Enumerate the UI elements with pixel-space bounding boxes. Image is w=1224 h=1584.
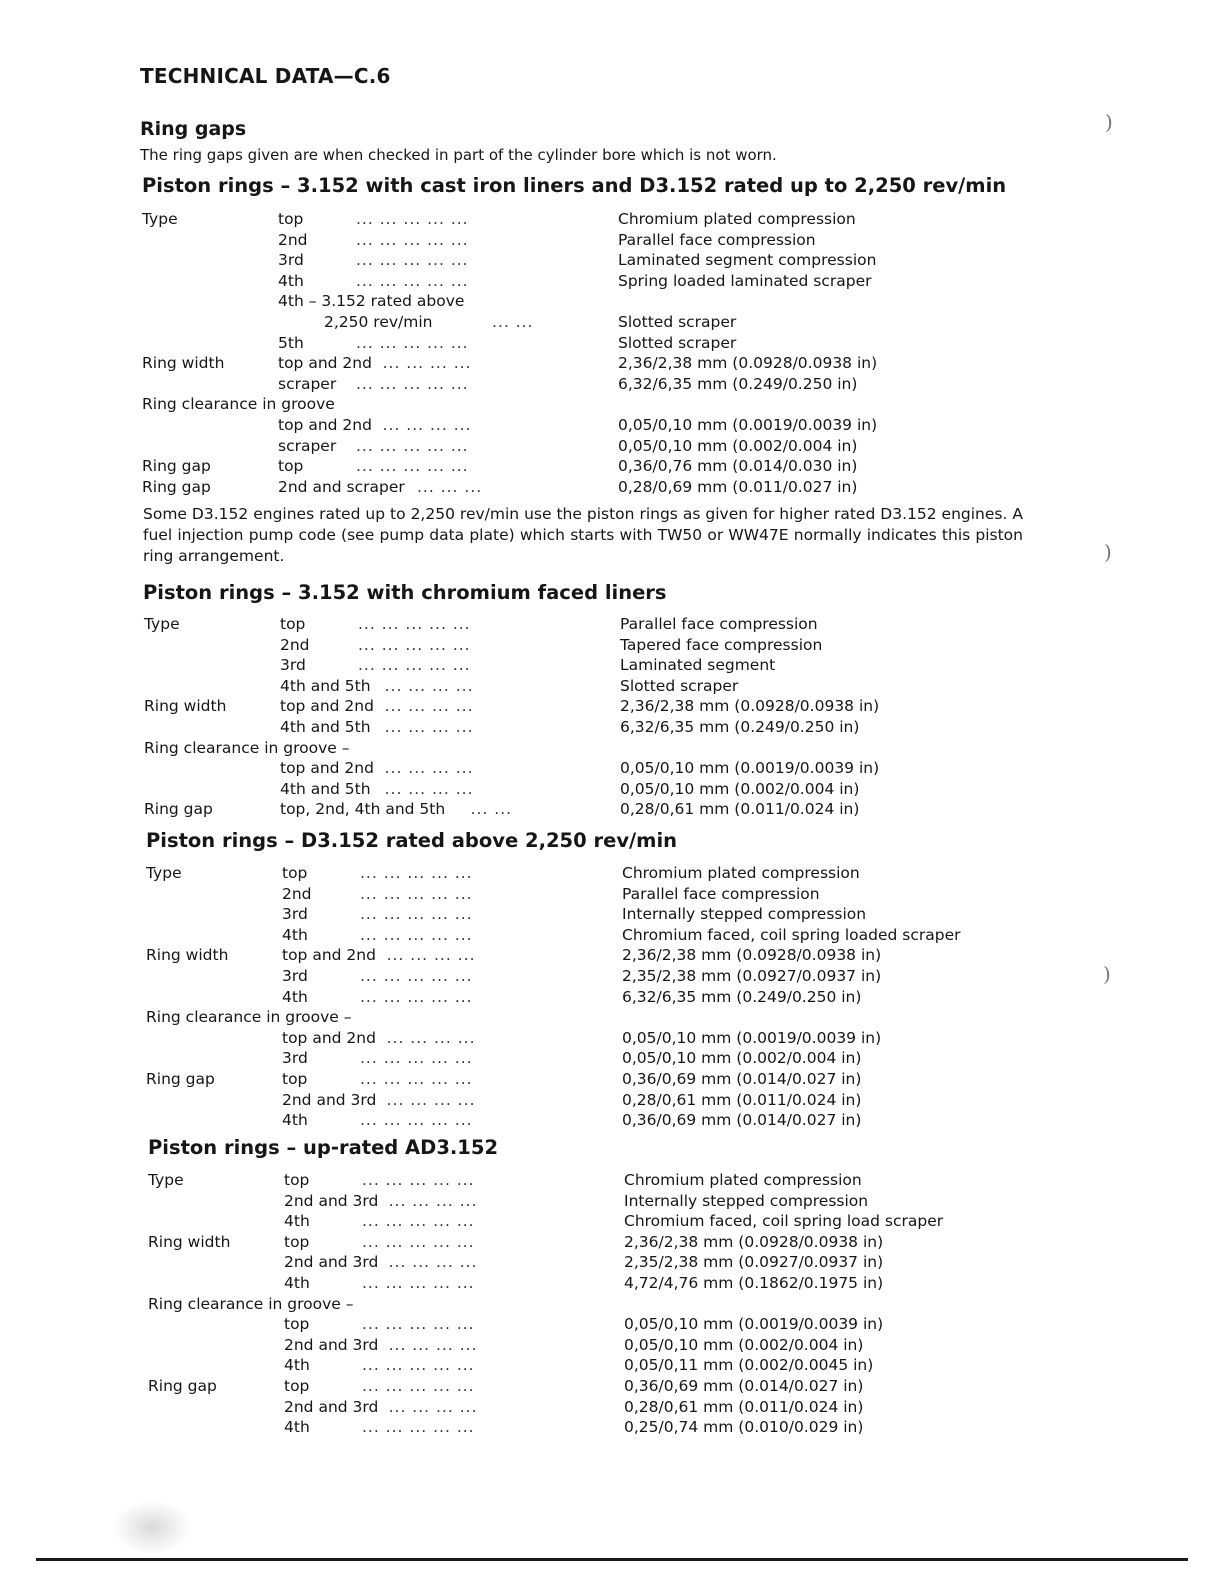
- spec-value: 2,36/2,38 mm (0.0928/0.0938 in): [618, 354, 878, 373]
- dot-leader: ... ... ... ... ...: [358, 656, 471, 675]
- spec-sublabel: top: [278, 210, 304, 228]
- spec-sublabel: 4th: [282, 987, 308, 1006]
- dot-leader: ... ... ... ... ...: [356, 374, 469, 393]
- spec-value: 2,36/2,38 mm (0.0928/0.0938 in): [624, 1232, 884, 1251]
- spec-value: 0,36/0,69 mm (0.014/0.027 in): [622, 1069, 862, 1088]
- spec-sublabel: top: [280, 615, 306, 633]
- dot-leader: ... ... ... ... ...: [360, 925, 473, 944]
- spec-sublabel: top and 2nd: [282, 1028, 376, 1047]
- spec-label: Ring width: [142, 354, 225, 373]
- spec-sublabel: 4th – 3.152 rated above: [278, 292, 465, 311]
- spec-sublabel: 2nd and 3rd: [284, 1253, 379, 1272]
- dot-leader: ... ... ... ... ...: [358, 635, 471, 654]
- dot-leader: ... ...: [492, 312, 534, 331]
- spec-label: Ring width: [144, 697, 227, 716]
- spec-label: Ring gap: [142, 477, 211, 496]
- spec-sublabel: 4th: [278, 271, 304, 290]
- spec-label: Ring gap: [148, 1376, 217, 1395]
- spec-value: Parallel face compression: [620, 615, 818, 633]
- spec-value: 0,28/0,61 mm (0.011/0.024 in): [622, 1090, 862, 1109]
- spec-value: 4,72/4,76 mm (0.1862/0.1975 in): [624, 1273, 884, 1292]
- spec-value: 6,32/6,35 mm (0.249/0.250 in): [620, 717, 860, 736]
- dot-leader: ... ... ... ... ...: [356, 251, 469, 270]
- dot-leader: ... ...: [470, 800, 513, 819]
- spec-sublabel: top: [284, 1376, 310, 1395]
- margin-mark: ): [1103, 962, 1111, 986]
- dot-leader: ... ... ... ... ...: [356, 230, 469, 249]
- spec-value: 0,25/0,74 mm (0.010/0.029 in): [624, 1418, 864, 1437]
- spec-sublabel: 2nd: [280, 635, 310, 654]
- spec-value: 0,28/0,61 mm (0.011/0.024 in): [620, 800, 860, 819]
- spec-sublabel: top: [282, 1069, 308, 1088]
- spec-sublabel: 2nd and 3rd: [284, 1335, 379, 1354]
- spec-value: Internally stepped compression: [624, 1191, 869, 1210]
- dot-leader: ... ... ... ...: [386, 946, 476, 965]
- spec-sublabel: 4th and 5th: [280, 717, 371, 736]
- dot-leader: ... ... ... ...: [384, 676, 474, 695]
- spec-sublabel: scraper: [278, 374, 337, 393]
- dot-leader: ... ... ... ... ...: [362, 1418, 475, 1437]
- spec-value: Parallel face compression: [618, 230, 816, 249]
- spec-value: Slotted scraper: [620, 676, 739, 695]
- spec-label: Ring gap: [146, 1069, 215, 1088]
- spec-value: Chromium plated compression: [618, 210, 856, 228]
- dot-leader: ... ... ... ... ...: [360, 1069, 473, 1088]
- spec-sublabel: top and 2nd: [278, 354, 372, 373]
- spec-value: Spring loaded laminated scraper: [618, 271, 872, 290]
- dot-leader: ... ... ... ...: [382, 415, 472, 434]
- spec-label: Ring clearance in groove –: [144, 738, 350, 757]
- spec-sublabel: 4th: [284, 1418, 310, 1437]
- dot-leader: ... ... ... ...: [384, 779, 474, 798]
- spec-sublabel: 4th: [284, 1273, 310, 1292]
- spec-value: Chromium plated compression: [622, 864, 860, 882]
- section-heading: Piston rings – 3.152 with cast iron liners and D3.152 rated up to 2,250 rev/min: [142, 174, 1007, 197]
- spec-value: Internally stepped compression: [622, 905, 867, 924]
- spec-sublabel: 4th: [282, 1111, 308, 1130]
- spec-sublabel: 4th and 5th: [280, 779, 371, 798]
- note-paragraph: Some D3.152 engines rated up to 2,250 rev/min use the piston rings as given for higher rated D3.152 engines. A fuel injection pump code (see pump data plate) which starts with TW50 or WW47E normally indicates this piston ring arrangement.: [143, 505, 1023, 565]
- spec-label: Ring clearance in groove –: [148, 1294, 354, 1313]
- dot-leader: ... ... ... ... ...: [362, 1376, 475, 1395]
- dot-leader: ... ... ... ... ...: [360, 864, 473, 882]
- spec-label: Type: [142, 210, 178, 228]
- spec-sublabel: top and 2nd: [280, 759, 374, 778]
- spec-sublabel: 4th and 5th: [280, 676, 371, 695]
- dot-leader: ... ... ... ... ...: [360, 966, 473, 985]
- spec-sublabel: scraper: [278, 436, 337, 455]
- dot-leader: ... ... ... ... ...: [360, 1049, 473, 1068]
- dot-leader: ... ... ... ...: [388, 1397, 478, 1416]
- spec-sublabel: 2nd: [278, 230, 308, 249]
- spec-value: 0,05/0,10 mm (0.002/0.004 in): [622, 1049, 862, 1068]
- spec-value: Chromium faced, coil spring loaded scraper: [622, 925, 961, 944]
- dot-leader: ... ... ... ...: [384, 697, 474, 716]
- spec-value: Laminated segment: [620, 656, 776, 675]
- dot-leader: ... ... ... ... ...: [362, 1232, 475, 1251]
- spec-label: Ring width: [148, 1232, 231, 1251]
- section-heading: Piston rings – up-rated AD3.152: [148, 1136, 499, 1159]
- spec-value: 2,36/2,38 mm (0.0928/0.0938 in): [620, 697, 880, 716]
- spec-value: 0,36/0,69 mm (0.014/0.027 in): [622, 1111, 862, 1130]
- spec-value: 2,35/2,38 mm (0.0927/0.0937 in): [624, 1253, 884, 1272]
- dot-leader: ... ... ... ... ...: [362, 1273, 475, 1292]
- ring-gaps-intro: The ring gaps given are when checked in part of the cylinder bore which is not worn.: [140, 146, 777, 164]
- spec-value: 0,28/0,61 mm (0.011/0.024 in): [624, 1397, 864, 1416]
- spec-sublabel: top and 2nd: [282, 946, 376, 965]
- dot-leader: ... ... ... ... ...: [356, 436, 469, 455]
- dot-leader: ... ... ... ... ...: [358, 615, 471, 633]
- spec-sublabel: 2,250 rev/min: [324, 312, 433, 331]
- spec-label: Ring width: [146, 946, 229, 965]
- spec-value: Parallel face compression: [622, 884, 820, 903]
- spec-sublabel: top and 2nd: [280, 697, 374, 716]
- dot-leader: ... ... ... ... ...: [356, 333, 469, 352]
- spec-sublabel: top: [284, 1171, 310, 1189]
- dot-leader: ... ... ... ... ...: [356, 457, 469, 476]
- ring-gaps-heading: Ring gaps: [140, 118, 247, 140]
- spec-sublabel: top: [284, 1315, 310, 1334]
- spec-label: Ring clearance in groove –: [146, 1008, 352, 1027]
- spec-sublabel: top and 2nd: [278, 415, 372, 434]
- dot-leader: ... ... ...: [417, 477, 483, 496]
- spec-sublabel: top, 2nd, 4th and 5th: [280, 800, 446, 819]
- dot-leader: ... ... ... ... ...: [360, 987, 473, 1006]
- spec-sublabel: 2nd and 3rd: [284, 1397, 379, 1416]
- spec-label: Type: [144, 615, 180, 633]
- spec-value: 0,05/0,11 mm (0.002/0.0045 in): [624, 1356, 874, 1375]
- dot-leader: ... ... ... ...: [388, 1253, 478, 1272]
- spec-label: Ring gap: [144, 800, 213, 819]
- spec-sublabel: 4th: [284, 1212, 310, 1231]
- spec-label: Type: [146, 864, 182, 882]
- spec-sublabel: 2nd: [282, 884, 312, 903]
- spec-sublabel: top: [284, 1232, 310, 1251]
- spec-value: 0,36/0,69 mm (0.014/0.027 in): [624, 1376, 864, 1395]
- spec-value: 2,36/2,38 mm (0.0928/0.0938 in): [622, 946, 882, 965]
- spec-value: Slotted scraper: [618, 312, 737, 331]
- spec-sublabel: 3rd: [280, 656, 306, 675]
- spec-sublabel: 3rd: [282, 905, 308, 924]
- spec-value: 6,32/6,35 mm (0.249/0.250 in): [618, 374, 858, 393]
- spec-label: Ring clearance in groove: [142, 395, 335, 414]
- spec-sublabel: 4th: [282, 925, 308, 944]
- spec-sublabel: 3rd: [278, 251, 304, 270]
- dot-leader: ... ... ... ... ...: [360, 1111, 473, 1130]
- dot-leader: ... ... ... ... ...: [360, 884, 473, 903]
- spec-sublabel: 3rd: [282, 966, 308, 985]
- spec-value: 0,05/0,10 mm (0.0019/0.0039 in): [620, 759, 880, 778]
- dot-leader: ... ... ... ...: [386, 1090, 476, 1109]
- dot-leader: ... ... ... ... ...: [362, 1356, 475, 1375]
- spec-value: 0,05/0,10 mm (0.002/0.004 in): [618, 436, 858, 455]
- spec-value: Chromium plated compression: [624, 1171, 862, 1189]
- dot-leader: ... ... ... ... ...: [362, 1171, 475, 1189]
- spec-value: Laminated segment compression: [618, 251, 877, 270]
- scan-smudge: [112, 1500, 192, 1555]
- spec-sublabel: 5th: [278, 333, 304, 352]
- spec-value: 0,05/0,10 mm (0.002/0.004 in): [620, 779, 860, 798]
- dot-leader: ... ... ... ...: [388, 1191, 478, 1210]
- spec-sublabel: top: [282, 864, 308, 882]
- spec-value: 0,28/0,69 mm (0.011/0.027 in): [618, 477, 858, 496]
- dot-leader: ... ... ... ...: [382, 354, 472, 373]
- spec-sublabel: 4th: [284, 1356, 310, 1375]
- spec-label: Type: [148, 1171, 184, 1189]
- spec-value: 0,36/0,76 mm (0.014/0.030 in): [618, 457, 858, 476]
- spec-sublabel: 2nd and 3rd: [282, 1090, 377, 1109]
- spec-label: Ring gap: [142, 457, 211, 476]
- spec-value: 6,32/6,35 mm (0.249/0.250 in): [622, 987, 862, 1006]
- footer-rule: [36, 1558, 1188, 1561]
- spec-sublabel: 3rd: [282, 1049, 308, 1068]
- dot-leader: ... ... ... ... ...: [356, 210, 469, 228]
- dot-leader: ... ... ... ... ...: [360, 905, 473, 924]
- spec-value: Chromium faced, coil spring load scraper: [624, 1212, 944, 1231]
- spec-value: 0,05/0,10 mm (0.002/0.004 in): [624, 1335, 864, 1354]
- spec-value: 0,05/0,10 mm (0.0019/0.0039 in): [622, 1028, 882, 1047]
- spec-value: 2,35/2,38 mm (0.0927/0.0937 in): [622, 966, 882, 985]
- spec-value: Tapered face compression: [620, 635, 823, 654]
- margin-mark: ): [1105, 110, 1113, 134]
- section-heading: Piston rings – 3.152 with chromium faced liners: [143, 581, 667, 604]
- spec-sublabel: top: [278, 457, 304, 476]
- dot-leader: ... ... ... ... ...: [356, 271, 469, 290]
- dot-leader: ... ... ... ...: [386, 1028, 476, 1047]
- dot-leader: ... ... ... ... ...: [362, 1212, 475, 1231]
- margin-mark: ): [1104, 540, 1112, 564]
- dot-leader: ... ... ... ... ...: [362, 1315, 475, 1334]
- spec-sublabel: 2nd and 3rd: [284, 1191, 379, 1210]
- dot-leader: ... ... ... ...: [384, 759, 474, 778]
- section-heading: Piston rings – D3.152 rated above 2,250 rev/min: [146, 829, 678, 852]
- spec-value: 0,05/0,10 mm (0.0019/0.0039 in): [618, 415, 878, 434]
- dot-leader: ... ... ... ...: [388, 1335, 478, 1354]
- spec-sublabel: 2nd and scraper: [278, 477, 405, 496]
- spec-value: Slotted scraper: [618, 333, 737, 352]
- spec-value: 0,05/0,10 mm (0.0019/0.0039 in): [624, 1315, 884, 1334]
- page-title: TECHNICAL DATA—C.6: [140, 64, 391, 88]
- dot-leader: ... ... ... ...: [384, 717, 474, 736]
